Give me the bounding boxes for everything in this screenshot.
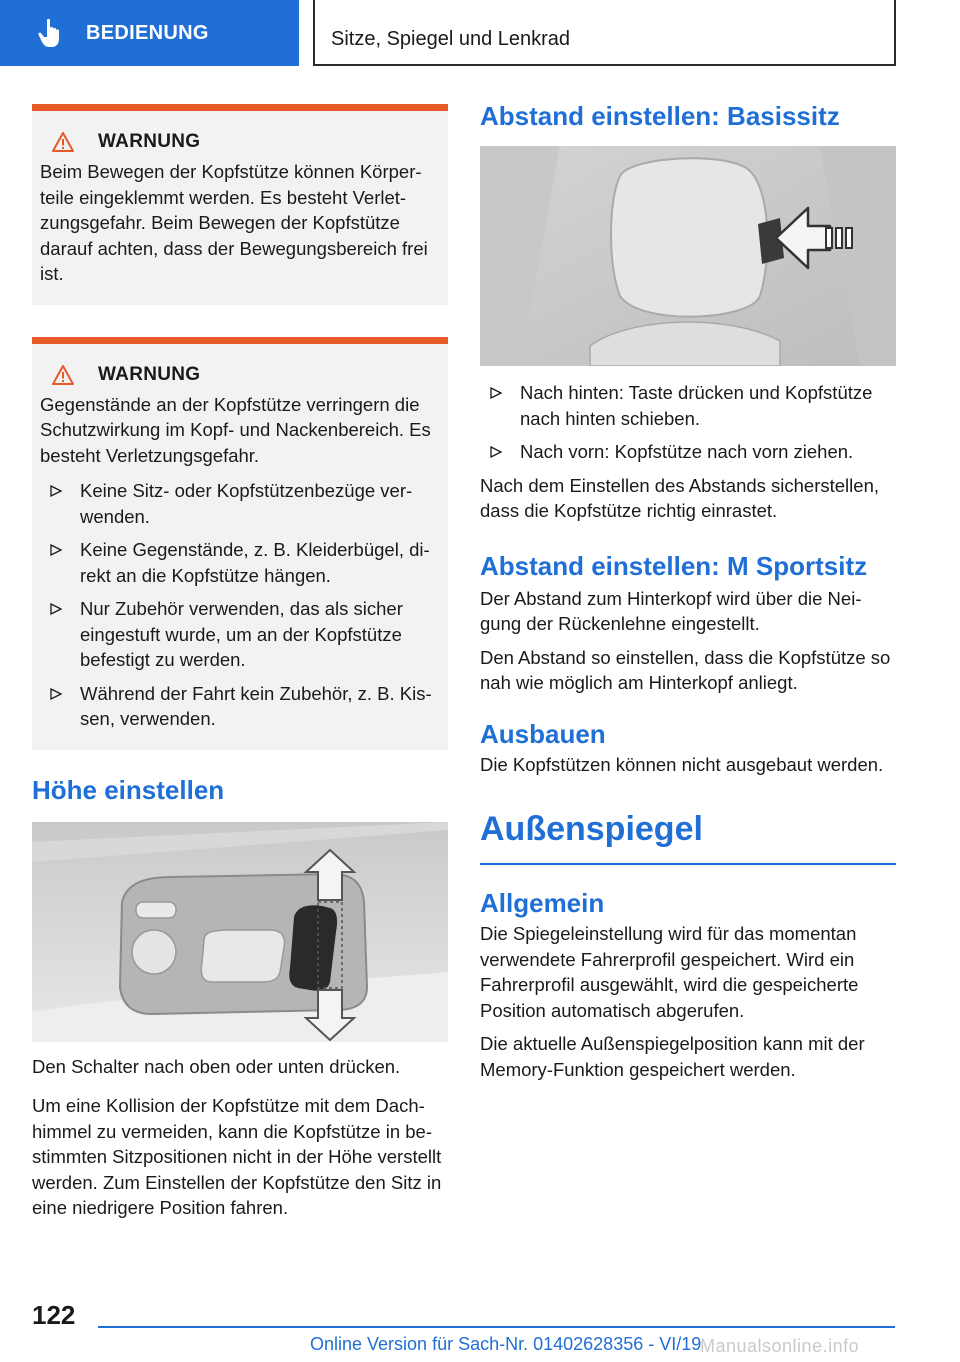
warning-list: [40, 478, 440, 732]
list-item: Während der Fahrt kein Zubehör, z. B. Kissen, verwenden.: [40, 681, 440, 732]
warning-triangle-icon: [52, 365, 74, 385]
heading-allgemein: Allgemein: [480, 888, 605, 918]
warning-box-pinch: [32, 104, 448, 305]
warning-text: Beim Bewegen der Kopfstütze können Körperteile eingeklemmt werden. Es besteht Verletzungsgefahr. Beim Bewegen der Kopfstütze darauf achten, dass der Bewegungsbereich frei ist.: [40, 161, 428, 284]
paragraph: Nach dem Einstellen des Abstands sicherstellen, dass die Kopfstütze richtig einrastet.: [480, 474, 879, 521]
list-item: Keine Sitz- oder Kopfstützenbezüge verwenden.: [40, 478, 440, 529]
page-number: 122: [32, 1300, 76, 1330]
warning-title: WARNUNG: [98, 363, 201, 385]
heading-hoehe: Höhe einstellen: [32, 774, 225, 805]
chapter-label: BEDIENUNG: [86, 21, 209, 44]
list-item: Nach hinten: Taste drücken und Kopfstütze nach hinten schieben.: [480, 380, 896, 431]
warning-box-objects: [32, 337, 448, 750]
bullet-triangle-icon: [490, 446, 502, 458]
seat-switch-image: [32, 822, 448, 1042]
section-header: [313, 0, 896, 66]
paragraph: Die Spiegeleinstellung wird für das momentan verwendete Fahrerprofil gespeichert. Wird ein Fahrerprofil ausgewählt, wird die gespeicherte Position automatisch abgerufen.: [480, 923, 859, 1021]
paragraph: Um eine Kollision der Kopfstütze mit dem Dachhimmel zu vermeiden, kann die Kopfstütze in bestimmten Sitzpositionen nicht in der Höhe verstellt werden. Zum Einstellen der Kopfstütze den Sitz in eine niedrigere Position fahren.: [32, 1095, 442, 1218]
bullet-triangle-icon: [50, 603, 62, 615]
list-item: Keine Gegenstände, z. B. Kleiderbügel, direkt an die Kopfstütze hängen.: [40, 537, 440, 588]
bullet-triangle-icon: [50, 544, 62, 556]
list-item: Nur Zubehör verwenden, das als sicher eingestuft wurde, um an der Kopfstütze befestigt zu werden.: [40, 596, 440, 673]
paragraph: Den Abstand so einstellen, dass die Kopfstütze so nah wie möglich am Hinterkopf anliegt.: [480, 646, 891, 693]
paragraph: Der Abstand zum Hinterkopf wird über die Neigung der Rückenlehne eingestellt.: [480, 587, 862, 634]
warning-triangle-icon: [52, 132, 74, 152]
footer-rule: [98, 1326, 895, 1328]
bullet-triangle-icon: [490, 387, 502, 399]
paragraph: Die Kopfstützen können nicht ausgebaut werden.: [480, 753, 884, 775]
warning-text: Gegenstände an der Kopfstütze verringern die Schutzwirkung im Kopf- und Nackenbereich. Es besteht Verletzungsgefahr.: [40, 393, 431, 466]
heading-basissitz: Abstand einstellen: Basissitz: [480, 101, 840, 131]
heading-sportsitz: Abstand einstellen: M Sportsitz: [480, 550, 868, 581]
heading-aussenspiegel: Außenspiegel: [480, 810, 703, 848]
left-column: [32, 104, 448, 1221]
heading-rule: [480, 863, 896, 865]
warning-title: WARNUNG: [98, 131, 201, 152]
footer-text: Online Version für Sach-Nr. 01402628356 - VI/19: [310, 1334, 702, 1354]
section-title: Sitze, Spiegel und Lenkrad: [331, 28, 571, 50]
bullet-triangle-icon: [50, 485, 62, 497]
basissitz-list: [480, 380, 896, 465]
paragraph: Die aktuelle Außenspiegelposition kann mit der Memory-Funktion gespeichert werden.: [480, 1033, 865, 1080]
hand-pointer-icon: [32, 13, 72, 53]
headrest-image: [480, 146, 896, 366]
list-item: Nach vorn: Kopfstütze nach vorn ziehen.: [480, 439, 896, 465]
watermark: Manualsonline.info: [700, 1336, 860, 1356]
right-column: [480, 100, 896, 1082]
bullet-triangle-icon: [50, 688, 62, 700]
chapter-tab: [0, 0, 299, 66]
heading-ausbauen: Ausbauen: [480, 718, 606, 749]
paragraph: Den Schalter nach oben oder unten drücken.: [32, 1055, 401, 1077]
